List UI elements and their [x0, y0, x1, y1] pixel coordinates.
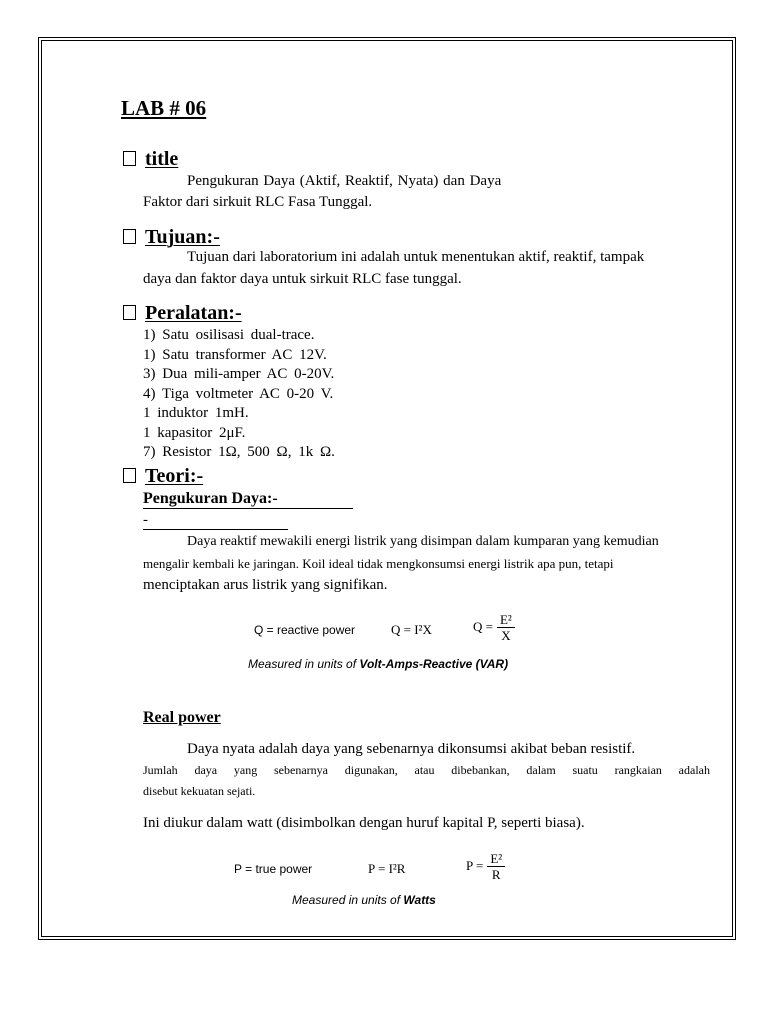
- true-power-equation: P = I²R: [368, 861, 406, 876]
- equipment-item: 4) Tiga voltmeter AC 0-20 V.: [143, 386, 334, 402]
- equipment-item: 1 kapasitor 2μF.: [143, 425, 246, 441]
- equipment-item: 7) Resistor 1Ω, 500 Ω, 1k Ω.: [143, 444, 335, 460]
- fraction: [487, 851, 505, 882]
- fraction-lhs: Q =: [473, 619, 493, 635]
- real-power-heading: [143, 709, 235, 727]
- fraction-numerator: E²: [497, 612, 515, 628]
- title-line-2: Faktor dari sirkuit RLC Fasa Tunggal.: [143, 194, 373, 210]
- tujuan-heading-text: Tujuan:-: [145, 226, 220, 248]
- bullet-box-icon: [123, 229, 136, 244]
- fraction: [497, 612, 515, 643]
- real-power-line-4: Ini diukur dalam watt (disimbolkan dengan huruf kapital P, seperti biasa).: [143, 815, 585, 831]
- reactive-power-equation: Q = I²X: [391, 622, 432, 637]
- bullet-box-icon: [123, 151, 136, 166]
- fraction-lhs: P =: [466, 858, 484, 874]
- real-power-heading-text: Real power: [143, 709, 221, 726]
- reactive-power-caption: [248, 657, 508, 671]
- lab-title: LAB # 06: [121, 96, 207, 120]
- dash-text: -: [143, 512, 148, 528]
- dash-underline: [143, 529, 288, 530]
- teori-para-line-2: mengalir kembali ke jaringan. Koil ideal tidak mengkonsumsi energi listrik apa pun, tetapi: [143, 556, 614, 571]
- reactive-power-label: Q = reactive power: [254, 623, 356, 637]
- tujuan-line-2: daya dan faktor daya untuk sirkuit RLC fase tunggal.: [143, 271, 462, 287]
- fraction-denominator: R: [491, 867, 501, 882]
- title-heading-text: title: [145, 148, 179, 170]
- reactive-power-fraction-equation: [473, 612, 515, 643]
- equipment-item: 1) Satu osilisasi dual-trace.: [143, 327, 315, 343]
- equipment-item: 3) Dua mili-amper AC 0-20V.: [143, 366, 335, 382]
- caption-unit: Watts: [403, 893, 436, 907]
- teori-heading-text: Teori:-: [145, 465, 204, 487]
- tujuan-heading: [123, 226, 244, 249]
- bullet-box-icon: [123, 305, 136, 320]
- fraction-numerator: E²: [487, 851, 505, 867]
- bullet-box-icon: [123, 468, 136, 483]
- caption-prefix: Measured in units of: [292, 893, 404, 907]
- peralatan-heading: [123, 302, 250, 325]
- real-power-line-2: Jumlah daya yang sebenarnya digunakan, atau dibebankan, dalam suatu rangkaian adalah: [143, 763, 710, 777]
- equipment-item: 1) Satu transformer AC 12V.: [143, 347, 327, 363]
- tujuan-line-1: Tujuan dari laboratorium ini adalah untuk menentukan aktif, reaktif, tampak: [187, 249, 645, 265]
- title-line-1: Pengukuran Daya (Aktif, Reaktif, Nyata) dan Daya: [187, 173, 502, 189]
- real-power-line-3: disebut kekuatan sejati.: [143, 784, 256, 798]
- real-power-line-1: Daya nyata adalah daya yang sebenarnya dikonsumsi akibat beban resistif.: [187, 741, 636, 757]
- peralatan-heading-text: Peralatan:-: [145, 302, 242, 324]
- pengukuran-daya-subheading: Pengukuran Daya:-: [143, 490, 278, 507]
- equipment-item: 1 induktor 1mH.: [143, 405, 249, 421]
- fraction-denominator: X: [501, 628, 511, 643]
- title-heading: [123, 148, 198, 171]
- caption-unit: Volt-Amps-Reactive (VAR): [359, 657, 509, 671]
- teori-para-line-3: menciptakan arus listrik yang signifikan.: [143, 577, 388, 593]
- teori-para-line-1: Daya reaktif mewakili energi listrik yang disimpan dalam kumparan yang kemudian: [187, 534, 659, 549]
- caption-prefix: Measured in units of: [248, 657, 360, 671]
- teori-heading: [123, 465, 223, 488]
- true-power-fraction-equation: [466, 851, 505, 882]
- subheading-underline: [143, 508, 353, 509]
- true-power-label: P = true power: [234, 862, 313, 876]
- true-power-caption: [292, 893, 436, 907]
